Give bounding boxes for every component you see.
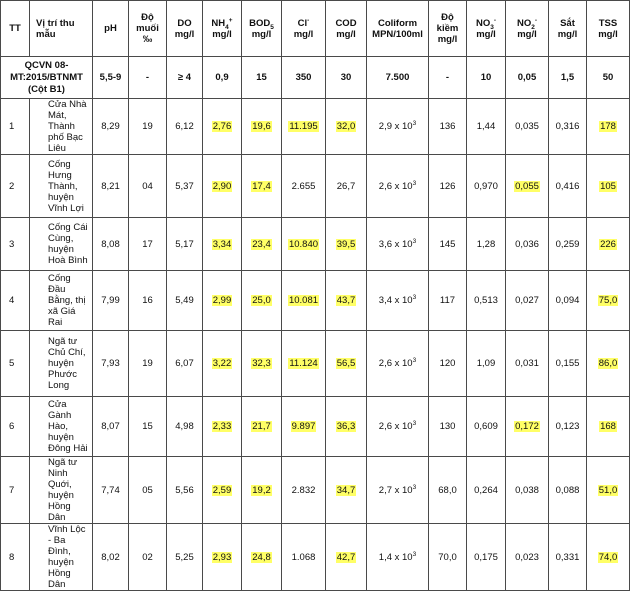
cell-do-value: 5,17: [175, 238, 194, 250]
cell-coliform: [367, 271, 429, 331]
cell-cod: [326, 397, 367, 457]
cell-cl-value: 2.832: [291, 484, 316, 496]
cell-alkalinity: [429, 457, 467, 524]
cell-alkalinity-value: 117: [439, 295, 456, 306]
cell-no2-value: 0,035: [515, 121, 539, 132]
cell-location: [30, 271, 93, 331]
cell-cl: [282, 218, 326, 271]
cell-tss-value: 51,0: [598, 484, 618, 496]
cell-coliform: [367, 331, 429, 397]
cell-ph: [93, 99, 129, 155]
cell-cl-value: 1.068: [291, 551, 316, 563]
cell-nh4-value: 2,93: [212, 551, 232, 563]
cell-salinity-value: 16: [142, 295, 153, 306]
cell-bod: [242, 155, 282, 218]
cell-location-value: Ngã tư Ninh Quới, huyện Hồng Dân: [48, 457, 78, 523]
cell-bod: [242, 524, 282, 591]
cell-cl-value: 11.124: [289, 358, 318, 369]
cell-salinity: [129, 99, 167, 155]
cell-fe-value: 0,094: [555, 295, 580, 306]
table-row: [1, 397, 630, 457]
cell-salinity-value: 19: [142, 358, 153, 369]
header-tt: TT: [1, 1, 30, 57]
cell-no3: [467, 218, 506, 271]
cell-salinity: [129, 331, 167, 397]
cell-tss-value: 74,0: [598, 551, 618, 563]
cell-coliform: [367, 218, 429, 271]
header-salinity: Độ muối ‰: [129, 1, 167, 57]
cell-bod-value: 19,6: [252, 121, 271, 132]
cell-cod: [326, 457, 367, 524]
cell-location: [30, 397, 93, 457]
cell-tt: [1, 155, 30, 218]
cell-cod-value: 43,7: [336, 295, 356, 306]
cell-tt-value: 4: [9, 295, 15, 306]
cell-no2-value: 0,036: [515, 238, 539, 250]
standard-no3: 10: [467, 57, 506, 99]
cell-location-value: Cống Cái Cùng, huyện Hoà Bình: [48, 222, 88, 266]
cell-do-value: 5,56: [175, 484, 194, 496]
cell-coliform-value: 3,4 x 10: [378, 295, 413, 306]
cell-no2-value: 0,031: [515, 358, 539, 369]
cell-salinity-value: 15: [142, 421, 153, 432]
cell-fe-value: 0,155: [555, 358, 580, 369]
cell-bod-value: 19,2: [252, 484, 271, 496]
cell-alkalinity-value: 70,0: [438, 551, 457, 563]
standard-bod: 15: [242, 57, 282, 99]
cell-location: [30, 99, 93, 155]
header-location: Vị trí thu mẫu: [30, 1, 93, 57]
coliform-exponent: 3: [412, 237, 417, 245]
standard-do: ≥ 4: [167, 57, 203, 99]
cell-alkalinity: [429, 331, 467, 397]
cell-cl: [282, 457, 326, 524]
cell-fe: [549, 155, 587, 218]
cell-fe-value: 0,259: [555, 238, 580, 250]
cell-salinity: [129, 457, 167, 524]
cell-location-value: Cống Hưng Thành, huyện Vĩnh Lợi: [48, 158, 84, 214]
cell-bod: [242, 218, 282, 271]
cell-cod: [326, 99, 367, 155]
cell-tss: [587, 99, 630, 155]
cell-do: [167, 397, 203, 457]
cell-tt: [1, 524, 30, 591]
cell-nh4-value: 2,99: [212, 295, 232, 306]
header-no2: $NO_2^-$ mg/l: [506, 1, 549, 57]
cell-no3: [467, 271, 506, 331]
cell-tt: [1, 397, 30, 457]
cell-ph-value: 8,29: [101, 121, 120, 132]
cell-alkalinity-value: 145: [439, 238, 456, 250]
cell-alkalinity-value: 126: [439, 180, 456, 192]
cell-cod-value: 32,0: [336, 121, 356, 132]
cell-no3-value: 1,28: [476, 238, 496, 250]
cell-alkalinity-value: 68,0: [438, 484, 457, 496]
cell-no2: [506, 397, 549, 457]
cell-fe-value: 0,123: [555, 421, 580, 432]
cell-cl: [282, 99, 326, 155]
cell-tt-value: 8: [9, 551, 15, 563]
cell-ph: [93, 397, 129, 457]
cell-location-value: Cửa Nhà Mát, Thành phố Bạc Liêu: [48, 99, 87, 154]
cell-salinity-value: 04: [142, 180, 153, 192]
cell-bod: [242, 457, 282, 524]
cell-coliform: [367, 524, 429, 591]
cell-nh4: [203, 99, 242, 155]
header-ph: pH: [93, 1, 129, 57]
cell-coliform: [367, 457, 429, 524]
cell-do: [167, 331, 203, 397]
cell-fe: [549, 218, 587, 271]
cell-location-value: Cửa Gành Hào, huyện Đông Hải: [48, 399, 88, 454]
header-bod: $BOD_5$ mg/l: [242, 1, 282, 57]
cell-cod-value: 42,7: [336, 551, 356, 563]
standard-row: [1, 57, 630, 99]
table-row: [1, 457, 630, 524]
cell-do-value: 5,37: [175, 180, 194, 192]
cell-nh4: [203, 331, 242, 397]
cell-nh4: [203, 524, 242, 591]
standard-alkalinity: -: [429, 57, 467, 99]
header-coliform: Coliform MPN/100ml: [367, 1, 429, 57]
standard-name: QCVN 08-MT:2015/BTNMT (Cột B1): [1, 57, 93, 99]
cell-nh4: [203, 218, 242, 271]
standard-no2: 0,05: [506, 57, 549, 99]
cell-ph-value: 8,08: [101, 238, 120, 250]
cell-ph: [93, 524, 129, 591]
cell-nh4: [203, 271, 242, 331]
cell-cod-value: 26,7: [336, 180, 356, 192]
table-row: [1, 155, 630, 218]
header-cod: COD mg/l: [326, 1, 367, 57]
cell-bod: [242, 271, 282, 331]
table-row: [1, 524, 630, 591]
cell-location-value: Vĩnh Lộc - Ba Đình, huyện Hồng Dân: [48, 524, 86, 590]
cell-no2: [506, 457, 549, 524]
cell-coliform: [367, 155, 429, 218]
cell-alkalinity-value: 136: [439, 121, 456, 132]
cell-tt-value: 3: [9, 238, 15, 250]
cell-coliform: [367, 397, 429, 457]
cell-do: [167, 524, 203, 591]
cell-cod: [326, 271, 367, 331]
cell-bod: [242, 99, 282, 155]
cell-ph: [93, 218, 129, 271]
cell-nh4-value: 3,22: [212, 358, 232, 369]
cell-cl-value: 10.081: [288, 295, 319, 306]
coliform-exponent: 3: [412, 419, 417, 427]
coliform-exponent: 3: [412, 356, 417, 364]
coliform-exponent: 3: [412, 293, 417, 301]
cell-coliform-value: 2,6 x 10: [378, 358, 413, 369]
cell-no2-value: 0,038: [515, 484, 539, 496]
cell-tss-value: 168: [600, 421, 616, 432]
cell-bod-value: 24,8: [252, 551, 271, 563]
cell-tss-value: 226: [600, 238, 616, 250]
cell-location: [30, 155, 93, 218]
cell-no3-value: 0,609: [474, 421, 498, 432]
cell-ph-value: 8,02: [101, 551, 120, 563]
cell-salinity: [129, 218, 167, 271]
cell-do-value: 6,12: [175, 121, 194, 132]
cell-location-value: Ngã tư Chủ Chí, huyện Phước Long: [48, 336, 86, 391]
cell-do-value: 5,49: [175, 295, 194, 306]
cell-tt-value: 5: [9, 358, 15, 369]
cell-do-value: 4,98: [175, 421, 194, 432]
cell-no2: [506, 331, 549, 397]
cell-no2: [506, 524, 549, 591]
cell-coliform-value: 1,4 x 10: [378, 551, 413, 563]
cell-cl: [282, 524, 326, 591]
table-row: [1, 218, 630, 271]
header-tss: TSS mg/l: [587, 1, 630, 57]
cell-location: [30, 524, 93, 591]
cell-cl: [282, 331, 326, 397]
cell-cl: [282, 397, 326, 457]
cell-salinity-value: 05: [142, 484, 153, 496]
cell-ph: [93, 271, 129, 331]
cell-bod-value: 25,0: [252, 295, 271, 306]
cell-ph-value: 8,21: [101, 180, 120, 192]
cell-tt: [1, 218, 30, 271]
coliform-exponent: 3: [412, 483, 417, 491]
cell-ph: [93, 457, 129, 524]
header-no3: $NO_3^-$ mg/l: [467, 1, 506, 57]
cell-bod: [242, 397, 282, 457]
cell-tt: [1, 271, 30, 331]
cell-location: [30, 457, 93, 524]
cell-alkalinity: [429, 524, 467, 591]
cell-cod: [326, 218, 367, 271]
standard-coliform: 7.500: [367, 57, 429, 99]
cell-nh4: [203, 397, 242, 457]
cell-cl-value: 2.655: [291, 180, 316, 192]
cell-fe: [549, 457, 587, 524]
cell-bod-value: 32,3: [252, 358, 271, 369]
cell-nh4: [203, 457, 242, 524]
cell-tss-value: 86,0: [598, 358, 618, 369]
cell-coliform-value: 2,9 x 10: [378, 121, 413, 132]
header-nh4: $NH_4^+$ mg/l: [203, 1, 242, 57]
cell-do: [167, 155, 203, 218]
cell-salinity: [129, 155, 167, 218]
cell-do: [167, 271, 203, 331]
cell-tss-value: 178: [600, 121, 616, 132]
cell-no3-value: 0,264: [474, 484, 498, 496]
cell-fe: [549, 397, 587, 457]
cell-no2: [506, 99, 549, 155]
cell-location: [30, 218, 93, 271]
cell-alkalinity: [429, 155, 467, 218]
cell-fe: [549, 99, 587, 155]
cell-salinity: [129, 524, 167, 591]
cell-do: [167, 218, 203, 271]
standard-ph: 5,5-9: [93, 57, 129, 99]
cell-alkalinity: [429, 271, 467, 331]
header-cl: Cl- mg/l: [282, 1, 326, 57]
cell-coliform-value: 2,6 x 10: [378, 180, 413, 192]
cell-tss: [587, 331, 630, 397]
cell-fe-value: 0,331: [555, 551, 580, 563]
cell-fe: [549, 331, 587, 397]
cell-no2: [506, 218, 549, 271]
cell-coliform: [367, 99, 429, 155]
header-fe: Sắt mg/l: [549, 1, 587, 57]
cell-ph: [93, 155, 129, 218]
header-alkalinity: Độ kiềm mg/l: [429, 1, 467, 57]
cell-fe-value: 0,416: [555, 180, 580, 192]
coliform-exponent: 3: [412, 119, 417, 127]
cell-coliform-value: 3,6 x 10: [378, 238, 413, 250]
cell-tt: [1, 457, 30, 524]
cell-bod-value: 17,4: [252, 180, 271, 192]
cell-alkalinity-value: 130: [439, 421, 456, 432]
table-row: [1, 331, 630, 397]
cell-tss: [587, 457, 630, 524]
cell-no2-value: 0,055: [515, 180, 539, 192]
header-do: DO mg/l: [167, 1, 203, 57]
cell-cod-value: 56,5: [336, 358, 356, 369]
cell-cl-value: 9.897: [291, 421, 316, 432]
cell-salinity-value: 02: [142, 551, 153, 563]
standard-cl: 350: [282, 57, 326, 99]
cell-salinity: [129, 397, 167, 457]
standard-nh4: 0,9: [203, 57, 242, 99]
cell-do: [167, 457, 203, 524]
cell-bod: [242, 331, 282, 397]
cell-do-value: 6,07: [175, 358, 194, 369]
cell-cl: [282, 155, 326, 218]
cell-salinity-value: 17: [142, 238, 153, 250]
cell-nh4-value: 2,76: [212, 121, 232, 132]
cell-cl-value: 10.840: [288, 238, 319, 250]
header-row: [1, 1, 630, 57]
cell-no3-value: 0,175: [474, 551, 498, 563]
cell-fe: [549, 524, 587, 591]
cell-no3: [467, 457, 506, 524]
cell-no3: [467, 155, 506, 218]
cell-tss-value: 105: [600, 180, 616, 192]
cell-nh4: [203, 155, 242, 218]
cell-cod: [326, 331, 367, 397]
cell-cl: [282, 271, 326, 331]
standard-tss: 50: [587, 57, 630, 99]
cell-tss: [587, 271, 630, 331]
cell-tss: [587, 524, 630, 591]
cell-location-value: Cống Đầu Bằng, thị xã Giá Rai: [48, 273, 86, 328]
coliform-exponent: 3: [412, 550, 417, 558]
table-row: [1, 99, 630, 155]
cell-no2-value: 0,027: [515, 295, 539, 306]
cell-no2-value: 0,023: [515, 551, 539, 563]
cell-tss: [587, 218, 630, 271]
cell-ph-value: 8,07: [101, 421, 120, 432]
cell-ph-value: 7,99: [101, 295, 120, 306]
cell-cl-value: 11.195: [289, 121, 318, 132]
cell-no3-value: 0,970: [474, 180, 498, 192]
cell-tt-value: 1: [9, 121, 15, 132]
cell-no3: [467, 99, 506, 155]
cell-cod-value: 36,3: [336, 421, 356, 432]
cell-coliform-value: 2,7 x 10: [378, 484, 413, 496]
cell-cod-value: 39,5: [336, 238, 356, 250]
cell-nh4-value: 2,33: [212, 421, 232, 432]
cell-bod-value: 21,7: [252, 421, 271, 432]
cell-alkalinity-value: 120: [439, 358, 456, 369]
cell-alkalinity: [429, 99, 467, 155]
data-rows: [1, 99, 630, 591]
standard-fe: 1,5: [549, 57, 587, 99]
cell-alkalinity: [429, 218, 467, 271]
cell-fe-value: 0,316: [555, 121, 580, 132]
standard-salinity: -: [129, 57, 167, 99]
cell-nh4-value: 3,34: [212, 238, 232, 250]
cell-cod: [326, 524, 367, 591]
standard-cod: 30: [326, 57, 367, 99]
cell-no3: [467, 331, 506, 397]
cell-do-value: 5,25: [175, 551, 194, 563]
cell-nh4-value: 2,90: [212, 180, 232, 192]
cell-coliform-value: 2,6 x 10: [378, 421, 413, 432]
cell-no3: [467, 397, 506, 457]
cell-no2: [506, 155, 549, 218]
cell-ph: [93, 331, 129, 397]
cell-no3-value: 0,513: [474, 295, 498, 306]
cell-fe-value: 0,088: [555, 484, 580, 496]
coliform-exponent: 3: [412, 179, 417, 187]
cell-no3: [467, 524, 506, 591]
cell-ph-value: 7,74: [101, 484, 120, 496]
cell-nh4-value: 2,59: [212, 484, 232, 496]
cell-tt: [1, 99, 30, 155]
cell-alkalinity: [429, 397, 467, 457]
cell-tt-value: 7: [9, 484, 15, 496]
cell-tss: [587, 155, 630, 218]
cell-salinity-value: 19: [142, 121, 153, 132]
cell-tt-value: 2: [9, 180, 15, 192]
cell-tt-value: 6: [9, 421, 15, 432]
cell-tt: [1, 331, 30, 397]
cell-no2-value: 0,172: [515, 421, 539, 432]
cell-do: [167, 99, 203, 155]
cell-fe: [549, 271, 587, 331]
cell-no3-value: 1,09: [476, 358, 496, 369]
table-row: [1, 271, 630, 331]
cell-location: [30, 331, 93, 397]
cell-tss: [587, 397, 630, 457]
cell-ph-value: 7,93: [101, 358, 120, 369]
cell-no2: [506, 271, 549, 331]
cell-no3-value: 1,44: [476, 121, 496, 132]
cell-salinity: [129, 271, 167, 331]
cell-cod: [326, 155, 367, 218]
cell-bod-value: 23,4: [252, 238, 271, 250]
cell-tss-value: 75,0: [598, 295, 618, 306]
cell-cod-value: 34,7: [336, 484, 356, 496]
